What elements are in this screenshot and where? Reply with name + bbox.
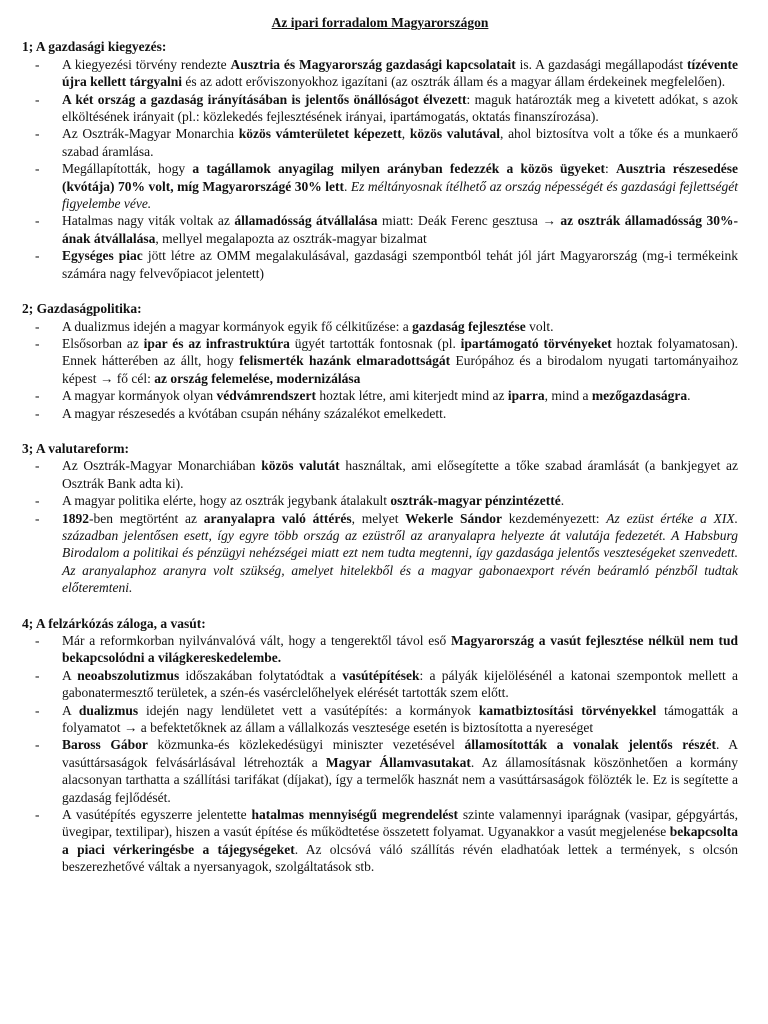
- bold-text: közös vámterületet képezett: [238, 126, 402, 142]
- section: [22, 38, 738, 282]
- italic-text: Ez méltányosnak ítélhető az ország népességét és gazdasági fejlettségét figyelembe véve.: [62, 178, 739, 212]
- bullet-item: [22, 510, 738, 597]
- bullet-item: [22, 736, 738, 806]
- section-heading: 4; A felzárkózás záloga, a vasút:: [22, 615, 206, 631]
- section-heading: 2; Gazdaságpolitika:: [22, 301, 142, 317]
- bullet-item: [22, 387, 738, 404]
- section-gap: [22, 422, 738, 440]
- document-body: [22, 38, 738, 875]
- italic-text: Az ezüst értéke a XIX. században jelentősen esett, így egyre több ország az ezüstről az aranyalapra helyezte át valutája fedezetét. A Habsburg Birodalom a politikai és pénzügyi nehézségei miatt ezt nem tudta megtenni, így gazdasága jelentős veszteségeket szenvedett. Az aranyalaphoz aranyra volt szükség, amelyet hitelekből és a magyar gabonaexport révén beáramló pénzből tudtak előteremteni.: [62, 510, 738, 596]
- bullet-item: [22, 632, 738, 667]
- text-run: . Az államosításnak köszönhetően a kormány alacsonyan tarthatta a szállítási tarifákat (díjakat), így a termelők hasznát nem a vasúttársaságok fölözték le. Ez is segítette a gazdaság fejlődését.: [62, 754, 739, 805]
- bullet-item: [22, 335, 738, 387]
- bold-text: Egységes piac: [62, 248, 143, 264]
- bullet-item: [22, 405, 738, 422]
- text-run: .: [560, 493, 565, 509]
- section: [22, 300, 738, 422]
- text-run: Hatalmas nagy viták voltak az: [62, 213, 235, 229]
- text-run: Megállapították, hogy: [62, 161, 193, 177]
- bold-text: gazdaság fejlesztése: [412, 318, 526, 334]
- bold-text: Wekerle Sándor: [405, 510, 503, 526]
- bullet-item: [22, 160, 738, 212]
- bold-text: aranyalapra való áttérés: [203, 510, 352, 526]
- bullet-item: [22, 806, 738, 876]
- bullet-list: [22, 56, 738, 282]
- section: [22, 615, 738, 876]
- bullet-list: [22, 457, 738, 596]
- bold-text: kamatbiztosítási törvényekkel: [478, 702, 657, 718]
- section-gap: [22, 282, 738, 300]
- bold-text: Magyarország a vasút fejlesztése nélkül nem tud bekapcsolódni a világkereskedelembe.: [62, 633, 738, 666]
- text-run: Az Osztrák-Magyar Monarchiában: [62, 458, 262, 474]
- bold-text: Ausztria és Magyarország gazdasági kapcsolatait: [230, 56, 516, 72]
- bold-text: védvámrendszert: [216, 388, 316, 404]
- text-run: ügyét tartották fontosnak (pl.: [289, 335, 461, 351]
- text-run: A dualizmus idején a magyar kormányok egyik fő célkitűzése: a: [62, 318, 413, 334]
- bold-text: közös valutával: [409, 126, 501, 142]
- section-gap: [22, 597, 738, 615]
- text-run: . Az olcsóvá váló szállítás révén eladhatóak lettek a termények, s olcsón beszerezhetővé váltak a nyersanyagok, szolgáltatások stb.: [62, 841, 738, 875]
- bold-text: közös valutát: [261, 458, 340, 474]
- text-run: közmunka-és közlekedésügyi miniszter vezetésével: [147, 737, 465, 753]
- text-run: szinte valamennyi iparágnak (vasipar, gépgyártás, üvegipar, textilipar), hiszen a vasút építése és működtetése összetett folyamat. Ugyanakkor a vasút megjelenése: [62, 807, 738, 840]
- bold-text: a tagállamok anyagilag milyen arányban fedezzék a közös ügyeket: [192, 161, 606, 177]
- text-run: A vasútépítés egyszerre jelentette: [62, 807, 252, 823]
- bullet-item: [22, 318, 738, 335]
- bold-text: államosították a vonalak jelentős részét: [464, 737, 716, 753]
- text-run: ,: [401, 126, 410, 142]
- section-heading: 3; A valutareform:: [22, 440, 129, 456]
- text-run: :: [605, 161, 617, 177]
- text-run: idején nagy lendületet vett a vasútépítés: a kormányok: [138, 702, 479, 718]
- bullet-item: [22, 702, 738, 737]
- bold-text: 1892: [62, 510, 89, 526]
- text-run: is. A gazdasági megállapodást: [515, 56, 688, 72]
- bullet-item: [22, 667, 738, 702]
- bullet-list: [22, 318, 738, 422]
- text-run: -ben megtörtént az: [89, 510, 204, 526]
- section-heading: 1; A gazdasági kiegyezés:: [22, 39, 167, 55]
- text-run: A kiegyezési törvény rendezte: [62, 56, 231, 72]
- text-run: .: [344, 178, 351, 194]
- text-run: miatt: Deák Ferenc gesztusa: [377, 213, 543, 229]
- text-run: kezdeményezett:: [502, 510, 607, 526]
- bold-text: tízévente újra kellett tárgyalni: [62, 56, 738, 90]
- text-run: .: [687, 388, 691, 404]
- text-run: jött létre az OMM megalakulásával, gazdasági szempontból tehát jól járt Magyarország (mg-i termékeink számára nagy felvevőpiacot jelentett): [62, 248, 738, 281]
- text-run: Már a reformkorban nyilvánvalóvá vált, hogy a tengerektől távol eső: [62, 633, 452, 648]
- bold-text: osztrák-magyar pénzintézetté: [390, 493, 561, 509]
- bold-text: ipar és az infrastruktúra: [143, 335, 290, 351]
- bullet-item: [22, 457, 738, 492]
- bold-text: Baross Gábor: [62, 737, 148, 753]
- text-run: , mind a: [544, 388, 592, 404]
- text-run: A magyar részesedés a kvótában csupán néhány százalékot emelkedett.: [62, 405, 447, 421]
- text-run: A magyar politika elérte, hogy az osztrák jegybank átalakult: [62, 493, 391, 509]
- text-run: és az adott erőviszonyokhoz igazítani (az osztrák állam és a magyar állam érdekeinek megfelelően).: [181, 74, 726, 90]
- text-run: , melyet: [351, 510, 406, 526]
- text-run: , mellyel megalapozta az osztrák-magyar bizalmat: [155, 230, 427, 246]
- bullet-item: [22, 91, 738, 126]
- bold-text: Ausztria részesedése (kvótája) 70% volt, míg Magyarországé 30% lett: [62, 161, 738, 194]
- bold-text: hatalmas mennyiségű megrendelést: [251, 807, 459, 823]
- bold-text: mezőgazdaságra: [591, 388, 688, 404]
- text-run: Elsősorban az: [62, 335, 144, 351]
- bold-text: vasútépítések: [342, 667, 420, 683]
- bullet-item: [22, 492, 738, 509]
- bullet-item: [22, 212, 738, 247]
- bold-text: Magyar Államvasutakat: [325, 754, 471, 770]
- bold-text: az ország felemelése, modernizálása: [154, 370, 361, 386]
- text-run: hoztak folyamatosan). Ennek hátterében az állt, hogy: [62, 335, 738, 369]
- bullet-item: [22, 247, 738, 282]
- text-run: : a pályák kijelölésénél a katonai szempontok mellett a gabonatermesztő területek, a szén-és vasérclelőhelyek elérését tartották szem előtt.: [62, 667, 738, 701]
- bullet-item: [22, 56, 738, 91]
- text-run: A: [62, 702, 79, 718]
- text-run: A: [62, 667, 78, 683]
- bullet-item: [22, 125, 738, 160]
- text-run: volt.: [525, 318, 554, 334]
- text-run: használtak, ami elősegítette a tőke szabad áramlását (a bankjegyet az Osztrák Bank adta ki).: [62, 458, 738, 491]
- text-run: , ahol biztosítva volt a tőke és a munkaerő szabad áramlása.: [62, 126, 738, 159]
- bold-text: A két ország a gazdaság irányításában is jelentős önállóságot élvezett: [62, 91, 467, 107]
- bold-text: bekapcsolta a piaci vérkeringésbe a tájegységeket: [62, 824, 738, 857]
- text-run: Európához és a birodalom nyugati tartományaihoz képest → fő cél:: [62, 353, 738, 386]
- bold-text: államadósság átvállalása: [234, 213, 378, 229]
- bold-text: az osztrák államadósság 30%-ának átvállalása: [62, 213, 739, 246]
- bold-text: dualizmus: [78, 702, 139, 718]
- text-run: időszakában folytatódtak a: [179, 667, 343, 683]
- text-run: hoztak létre, ami kiterjedt mind az: [315, 388, 508, 404]
- text-run: . A vasúttársaságok felvásárlásával létrehozták a: [62, 737, 738, 770]
- text-run: : maguk határozták meg a kivetett adókat, s azok elköltésének irányait (pl.: közlekedés fejlesztésének irányai, ipartámogatás, oktatás finanszírozása).: [62, 91, 738, 125]
- bold-text: neoabszolutizmus: [77, 667, 180, 683]
- bold-text: felismerték hazánk elmaradottságát: [239, 353, 451, 369]
- text-run: Az Osztrák-Magyar Monarchia: [62, 126, 239, 142]
- text-run: A magyar kormányok olyan: [62, 388, 217, 404]
- bold-text: iparra: [507, 388, 545, 404]
- section: [22, 440, 738, 597]
- bold-text: →: [542, 213, 556, 229]
- text-run: támogatták a folyamatot → a befektetőknek az állam a vállalkozás vesztesége esetén is biztosította a nyereséget: [62, 702, 738, 736]
- document-title: Az ipari forradalom Magyarországon: [271, 15, 489, 30]
- bold-text: ipartámogató törvényeket: [460, 335, 612, 351]
- bullet-list: [22, 632, 738, 876]
